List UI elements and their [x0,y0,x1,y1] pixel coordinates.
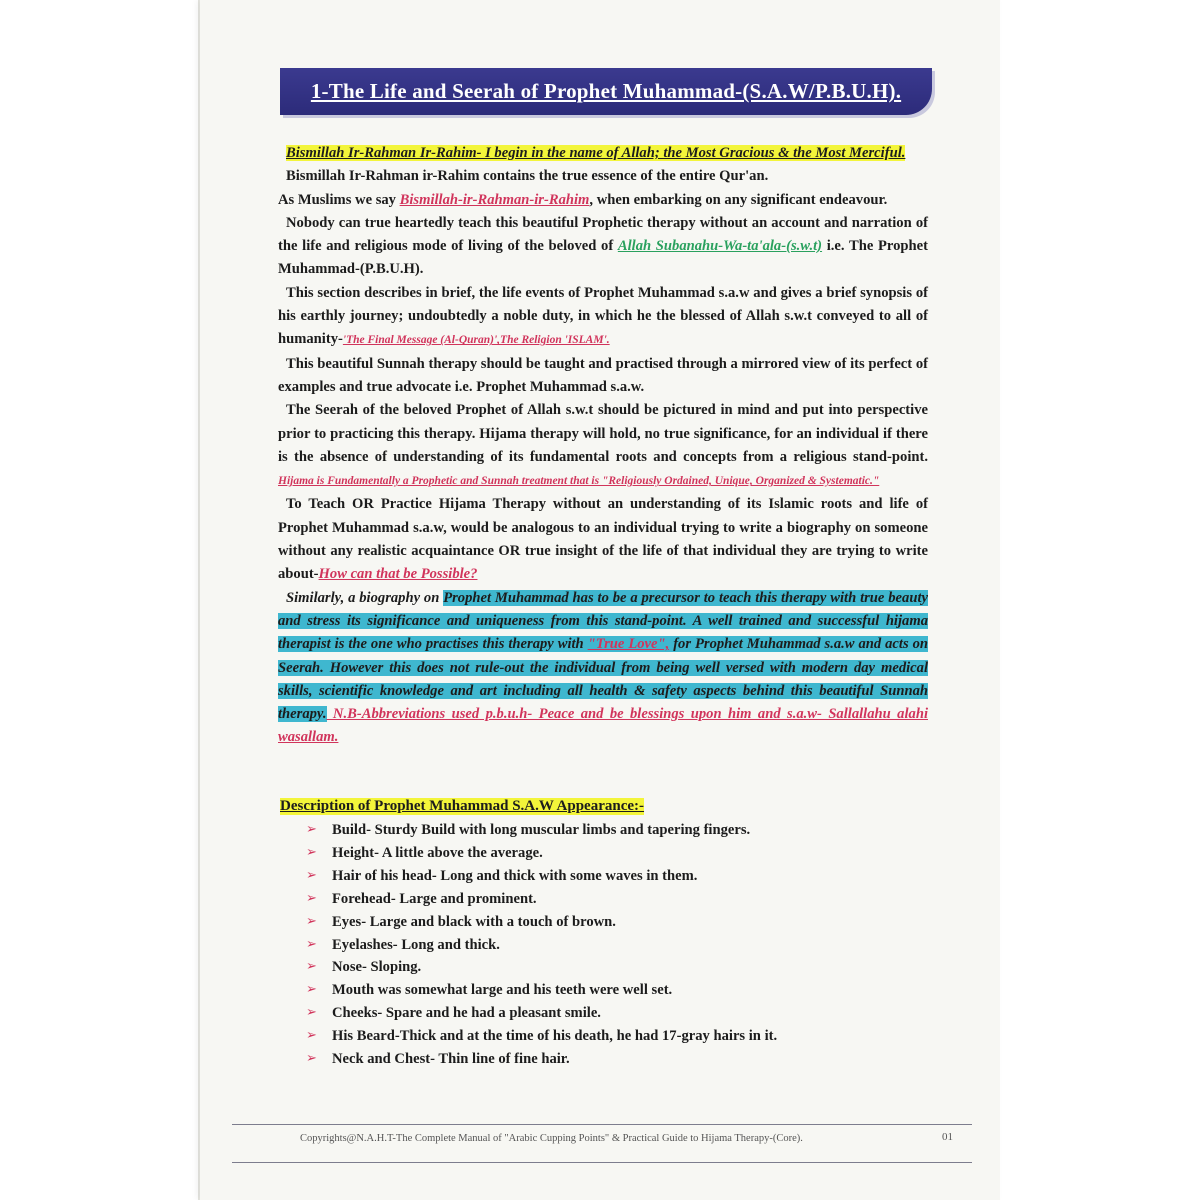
arrow-bullet-icon: ➢ [306,867,317,883]
arrow-bullet-icon: ➢ [306,890,317,906]
list-item-text: Nose- Sloping. [332,959,422,976]
list-item [306,956,777,979]
p7-text-a: To Teach OR Practice Hijama Therapy without an understanding of its Islamic roots and life of Prophet Muhammad s.a.w, would be analogous to an individual trying to write a biography on someone without any realistic acquaintance OR true insight of the life of that individual they are trying to write about- [278,496,928,583]
arrow-bullet-icon: ➢ [306,982,317,998]
p8-text-a: Similarly, a biography on [286,589,444,606]
list-item-text: Mouth was somewhat large and his teeth were well set. [332,982,673,999]
intro-heading-para [278,142,928,165]
p3-text-b: i.e. The Prophet Muhammad-(P.B.U.H). [278,238,928,278]
paragraph-2 [278,189,928,212]
paragraph-6 [278,399,928,493]
footer-copyright: Copyrights@N.A.H.T-The Complete Manual of "Arabic Cupping Points" & Practical Guide to Hijama Therapy-(Core). [300,1133,803,1144]
arrow-bullet-icon: ➢ [306,1028,317,1044]
page-number: 01 [942,1131,953,1143]
p6-text-a: The Seerah of the beloved Prophet of Allah s.w.t should be pictured in mind and put into perspective prior to practicing this therapy. Hijama therapy will hold, no true significance, for an individual if there is the absence of understanding of its fundamental roots and concepts from a religious stand-point. [278,402,928,465]
list-item [306,842,777,865]
list-item [306,865,777,888]
arrow-bullet-icon: ➢ [306,1005,317,1021]
body-text [278,142,928,750]
paragraph-8 [278,587,928,750]
list-item [306,888,777,911]
arrow-bullet-icon: ➢ [306,822,317,837]
description-heading: Description of Prophet Muhammad S.A.W Appearance:- [280,798,645,814]
list-item-text: Cheeks- Spare and he had a pleasant smile. [332,1005,601,1022]
p3-text-a: Nobody can true heartedly teach this beautiful Prophetic therapy without an account and narration of the life and religious mode of living of the beloved of [278,214,928,255]
p2-text-b: , when embarking on any significant endeavour. [589,191,888,208]
list-item-text: Eyes- Large and black with a touch of brown. [332,913,616,930]
page-title: 1-The Life and Seerah of Prophet Muhammad-(S.A.W/P.B.U.H). [310,79,902,103]
paragraph-5: This beautiful Sunnah therapy should be taught and practised through a mirrored view of its perfect of examples and true advocate i.e. Prophet Muhammad s.a.w. [278,355,928,395]
list-item-text: Height- A little above the average. [332,844,543,861]
arrow-bullet-icon: ➢ [306,1051,317,1067]
list-item-text: Hair of his head- Long and thick with some waves in them. [332,867,698,884]
p8-highlight-1: Prophet Muhammad has to be a precursor to teach this therapy with true beauty and stress its significance and uniqueness from this stand-point. A well trained and successful hijama therapist is the one who practises this therapy with [278,589,928,653]
list-item-text: Build- Sturdy Build with long muscular limbs and tapering fingers. [332,822,751,838]
p8-true-love: "True Love", [587,636,670,653]
list-item [306,934,777,957]
p4-text-a: This section describes in brief, the life events of Prophet Muhammad s.a.w and gives a brief synopsis of his earthly journey; undoubtedly a noble duty, in which he the blessed of Allah s.w.t conveyed to all of humanity- [278,284,928,348]
list-item [306,1002,777,1025]
arrow-bullet-icon: ➢ [306,936,317,952]
p2-text-a: As Muslims we say [278,191,400,208]
footer-rule-top [232,1124,972,1125]
arrow-bullet-icon: ➢ [306,959,317,975]
paragraph-4 [278,282,928,353]
list-item-text: His Beard-Thick and at the time of his death, he had 17-gray hairs in it. [332,1028,778,1045]
p8-note: N.B-Abbreviations used p.b.u.h- Peace and be blessings upon him and s.a.w- Sallallahu alahi wasallam. [278,706,928,746]
p4-link[interactable]: 'The Final Message (Al-Quran)',The Religion 'ISLAM'. [342,334,610,347]
paragraph-7 [278,493,928,586]
list-item-text: Forehead- Large and prominent. [332,890,537,907]
p3-link[interactable]: Allah Subanahu-Wa-ta'ala-(s.w.t) [617,238,823,255]
p8-highlight-2: for Prophet Muhammad s.a.w and acts on Seerah. However this does not rule-out the individual from being well versed with modern day medical skills, scientific knowledge and art including all health & safety aspects behind this beautiful Sunnah therapy. [278,636,928,723]
arrow-bullet-icon: ➢ [306,844,317,860]
p6-link[interactable]: Hijama is Fundamentally a Prophetic and Sunnah treatment that is "Religiously Ordained, Unique, Organized & Systematic." [278,475,880,488]
paragraph-3 [278,212,928,282]
p2-link[interactable]: Bismillah-ir-Rahman-ir-Rahim [399,191,590,208]
list-item [306,1048,777,1071]
paragraph-1: Bismillah Ir-Rahman ir-Rahim contains the true essence of the entire Qur'an. [286,168,769,185]
footer-rule-bottom [232,1162,972,1163]
p7-link[interactable]: How can that be Possible? [318,566,478,583]
list-item [306,819,777,842]
list-item-text: Eyelashes- Long and thick. [332,936,500,953]
arrow-bullet-icon: ➢ [306,913,317,929]
list-item [306,911,777,934]
list-item [306,1025,777,1048]
list-item [306,979,777,1002]
intro-heading: Bismillah Ir-Rahman Ir-Rahim- I begin in the name of Allah; the Most Gracious & the Most Merciful. [286,145,906,161]
list-item-text: Neck and Chest- Thin line of fine hair. [332,1051,570,1068]
appearance-list [306,819,777,1071]
title-banner [280,68,932,115]
